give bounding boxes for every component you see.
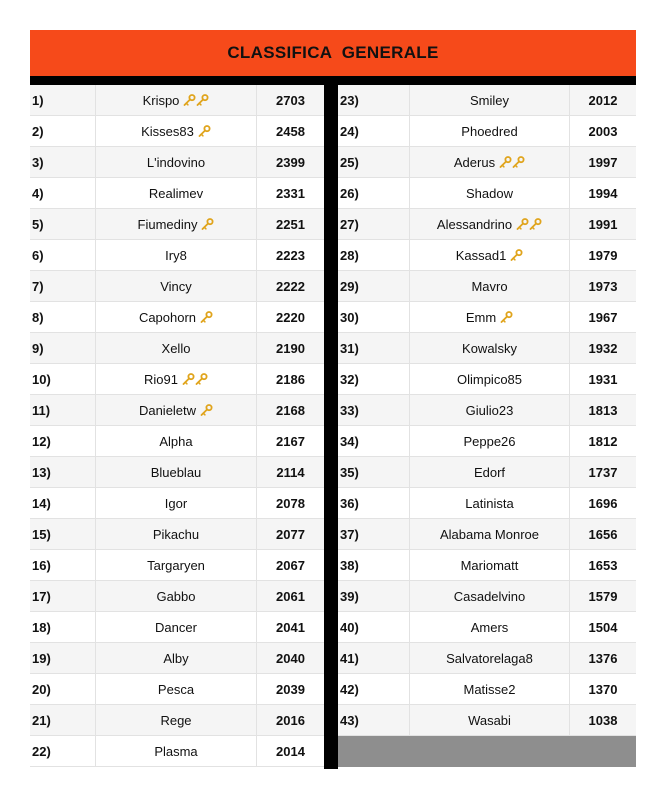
header-divider-bar xyxy=(30,76,636,85)
table-row xyxy=(30,116,324,147)
table-row xyxy=(338,85,636,116)
player-name: Gabbo xyxy=(156,588,196,604)
rank-cell: 18) xyxy=(30,612,96,642)
key-icon xyxy=(500,311,513,323)
player-name: L'indovino xyxy=(146,154,206,170)
score-cell: 2168 xyxy=(276,402,305,418)
player-name-cell xyxy=(410,302,570,332)
rank-cell: 7) xyxy=(30,271,96,301)
player-name-cell xyxy=(96,364,257,394)
rank-cell: 5) xyxy=(30,209,96,239)
player-name: Aderus xyxy=(453,154,496,170)
player-name: Peppe26 xyxy=(463,433,516,449)
player-name-cell xyxy=(410,395,570,425)
score-cell: 2251 xyxy=(276,216,305,232)
key-badges xyxy=(500,311,513,323)
rank-cell: 19) xyxy=(30,643,96,673)
player-name: Dancer xyxy=(155,619,197,635)
rank-cell: 29) xyxy=(338,271,410,301)
player-name: Igor xyxy=(164,495,188,511)
table-row xyxy=(30,426,324,457)
empty-filler-cell xyxy=(338,736,636,767)
rank-cell: 31) xyxy=(338,333,410,363)
leaderboard-header xyxy=(30,30,636,76)
score-cell: 2003 xyxy=(588,123,618,139)
key-icon xyxy=(198,125,211,137)
table-row xyxy=(30,519,324,550)
key-badges xyxy=(200,311,213,323)
player-name: Wasabi xyxy=(468,712,511,728)
rank-cell: 33) xyxy=(338,395,410,425)
score-cell: 2223 xyxy=(276,247,305,263)
score-cell: 2190 xyxy=(276,340,305,356)
score-cell: 2222 xyxy=(276,278,305,294)
score-cell: 2114 xyxy=(276,464,305,480)
key-badges xyxy=(198,125,211,137)
player-name-cell xyxy=(96,643,257,673)
player-name: Blueblau xyxy=(150,464,202,480)
table-row xyxy=(338,457,636,488)
table-row xyxy=(338,302,636,333)
player-name-cell xyxy=(96,240,257,270)
score-cell: 1931 xyxy=(588,371,618,387)
table-row xyxy=(338,271,636,302)
player-name-cell xyxy=(410,85,570,115)
table-row xyxy=(338,240,636,271)
player-name: Edorf xyxy=(473,464,506,480)
score-cell: 2041 xyxy=(276,619,305,635)
player-name-cell xyxy=(410,674,570,704)
player-name: Alby xyxy=(163,650,189,666)
table-row xyxy=(338,147,636,178)
score-cell: 1979 xyxy=(588,247,618,263)
score-cell: 1932 xyxy=(588,340,618,356)
key-icon xyxy=(200,404,213,416)
table-row xyxy=(338,116,636,147)
player-name-cell xyxy=(410,581,570,611)
table-row xyxy=(30,705,324,736)
rank-cell: 21) xyxy=(30,705,96,735)
table-row xyxy=(338,612,636,643)
table-row xyxy=(30,271,324,302)
score-cell: 2061 xyxy=(276,588,305,604)
rank-cell: 8) xyxy=(30,302,96,332)
rank-cell: 10) xyxy=(30,364,96,394)
key-icon xyxy=(182,373,195,385)
player-name: Alpha xyxy=(159,433,193,449)
key-icon xyxy=(529,218,542,230)
table-row xyxy=(30,488,324,519)
rank-cell: 4) xyxy=(30,178,96,208)
score-cell: 1991 xyxy=(588,216,618,232)
table-row xyxy=(30,209,324,240)
player-name-cell xyxy=(96,426,257,456)
player-name-cell xyxy=(410,240,570,270)
score-cell: 1994 xyxy=(588,185,618,201)
score-cell: 2186 xyxy=(276,371,305,387)
player-name: Olimpico85 xyxy=(456,371,523,387)
player-name-cell xyxy=(410,550,570,580)
rank-cell: 11) xyxy=(30,395,96,425)
rank-cell: 28) xyxy=(338,240,410,270)
score-cell: 2331 xyxy=(276,185,305,201)
player-name: Kassad1 xyxy=(455,247,507,263)
score-cell: 2167 xyxy=(276,433,305,449)
rank-cell: 37) xyxy=(338,519,410,549)
rank-cell: 17) xyxy=(30,581,96,611)
player-name: Capohorn xyxy=(138,309,197,325)
rank-cell: 14) xyxy=(30,488,96,518)
page-title: CLASSIFICA GENERALE xyxy=(227,43,439,62)
player-name: Rio91 xyxy=(144,371,178,387)
rank-cell: 6) xyxy=(30,240,96,270)
table-row xyxy=(338,643,636,674)
table-row xyxy=(30,550,324,581)
score-cell: 2016 xyxy=(276,712,305,728)
table-row xyxy=(30,333,324,364)
player-name: Alessandrino xyxy=(436,216,513,232)
table-row xyxy=(30,395,324,426)
player-name-cell xyxy=(410,178,570,208)
player-name: Fiumediny xyxy=(137,216,198,232)
player-name-cell xyxy=(96,178,257,208)
score-cell: 1997 xyxy=(588,154,618,170)
score-cell: 1376 xyxy=(588,650,618,666)
key-icon xyxy=(183,94,196,106)
table-row xyxy=(338,550,636,581)
rank-cell: 30) xyxy=(338,302,410,332)
player-name: Emm xyxy=(465,309,497,325)
player-name: Amers xyxy=(470,619,509,635)
player-name-cell xyxy=(410,612,570,642)
player-name-cell xyxy=(96,116,257,146)
score-cell: 2012 xyxy=(588,92,618,108)
rank-cell: 24) xyxy=(338,116,410,146)
table-row xyxy=(30,581,324,612)
player-name-cell xyxy=(96,147,257,177)
score-cell: 2458 xyxy=(276,123,305,139)
score-cell: 1813 xyxy=(588,402,618,418)
player-name-cell xyxy=(96,612,257,642)
table-row xyxy=(338,209,636,240)
key-icon xyxy=(195,373,208,385)
player-name-cell xyxy=(410,147,570,177)
rank-cell: 15) xyxy=(30,519,96,549)
key-badges xyxy=(183,94,209,106)
rank-cell: 43) xyxy=(338,705,410,735)
player-name-cell xyxy=(96,333,257,363)
player-name-cell xyxy=(410,333,570,363)
player-name-cell xyxy=(96,581,257,611)
rank-cell: 13) xyxy=(30,457,96,487)
score-cell: 1504 xyxy=(588,619,618,635)
player-name-cell xyxy=(96,519,257,549)
player-name-cell xyxy=(96,395,257,425)
rank-cell: 39) xyxy=(338,581,410,611)
rank-cell: 25) xyxy=(338,147,410,177)
player-name: Mavro xyxy=(471,278,508,294)
rank-cell: 38) xyxy=(338,550,410,580)
score-cell: 2014 xyxy=(276,743,305,759)
player-name: Latinista xyxy=(465,495,514,511)
rank-cell: 22) xyxy=(30,736,96,766)
score-cell: 2040 xyxy=(276,650,305,666)
rank-cell: 12) xyxy=(30,426,96,456)
score-cell: 2220 xyxy=(276,309,305,325)
player-name: Matisse2 xyxy=(463,681,516,697)
player-name-cell xyxy=(96,705,257,735)
score-cell: 1038 xyxy=(588,712,618,728)
rank-cell: 26) xyxy=(338,178,410,208)
table-row xyxy=(338,364,636,395)
score-cell: 1653 xyxy=(588,557,618,573)
table-row xyxy=(30,85,324,116)
player-name: Mariomatt xyxy=(460,557,519,573)
table-row xyxy=(338,395,636,426)
player-name: Pikachu xyxy=(152,526,200,542)
rank-cell: 27) xyxy=(338,209,410,239)
player-name: Vincy xyxy=(160,278,192,294)
table-row xyxy=(30,147,324,178)
player-name: Giulio23 xyxy=(465,402,514,418)
player-name: Targaryen xyxy=(147,557,205,573)
rank-cell: 9) xyxy=(30,333,96,363)
table-row xyxy=(338,674,636,705)
score-cell: 2703 xyxy=(276,92,305,108)
rank-cell: 32) xyxy=(338,364,410,394)
player-name-cell xyxy=(410,271,570,301)
leaderboard-left-column xyxy=(30,85,324,767)
score-cell: 2078 xyxy=(276,495,305,511)
key-badges xyxy=(182,373,208,385)
leaderboard-right-column xyxy=(338,85,636,767)
score-cell: 2399 xyxy=(276,154,305,170)
player-name-cell xyxy=(96,85,257,115)
table-row xyxy=(338,705,636,736)
player-name-cell xyxy=(410,519,570,549)
player-name: Danieletw xyxy=(138,402,197,418)
rank-cell: 35) xyxy=(338,457,410,487)
player-name: Realimev xyxy=(148,185,204,201)
table-row xyxy=(30,364,324,395)
key-badges xyxy=(510,249,523,261)
player-name: Alabama Monroe xyxy=(440,526,539,542)
table-row xyxy=(338,519,636,550)
table-row xyxy=(30,178,324,209)
player-name-cell xyxy=(410,209,570,239)
player-name: Shadow xyxy=(466,185,513,201)
key-badges xyxy=(499,156,525,168)
player-name: Iry8 xyxy=(165,247,187,263)
player-name-cell xyxy=(96,457,257,487)
player-name-cell xyxy=(410,116,570,146)
player-name: Kisses83 xyxy=(141,123,194,139)
player-name-cell xyxy=(410,426,570,456)
table-row xyxy=(30,674,324,705)
player-name: Krispo xyxy=(142,92,180,108)
key-icon xyxy=(200,311,213,323)
player-name: Smiley xyxy=(469,92,509,108)
table-row xyxy=(30,240,324,271)
score-cell: 1656 xyxy=(588,526,618,542)
player-name-cell xyxy=(96,271,257,301)
score-cell: 2039 xyxy=(276,681,305,697)
table-row xyxy=(338,426,636,457)
player-name: Xello xyxy=(161,340,191,356)
table-row xyxy=(30,302,324,333)
player-name-cell xyxy=(96,550,257,580)
score-cell: 1696 xyxy=(588,495,618,511)
player-name-cell xyxy=(96,209,257,239)
rank-cell: 40) xyxy=(338,612,410,642)
table-row xyxy=(338,333,636,364)
score-cell: 1967 xyxy=(588,309,618,325)
score-cell: 1973 xyxy=(588,278,618,294)
player-name-cell xyxy=(96,736,257,766)
table-row xyxy=(30,736,324,767)
player-name-cell xyxy=(410,457,570,487)
table-row xyxy=(338,488,636,519)
score-cell: 1737 xyxy=(588,464,618,480)
player-name-cell xyxy=(96,674,257,704)
player-name-cell xyxy=(410,364,570,394)
rank-cell: 16) xyxy=(30,550,96,580)
player-name: Salvatorelaga8 xyxy=(446,650,533,666)
score-cell: 1370 xyxy=(588,681,618,697)
column-divider xyxy=(324,85,338,769)
player-name: Kowalsky xyxy=(462,340,517,356)
player-name: Plasma xyxy=(154,743,198,759)
rank-cell: 3) xyxy=(30,147,96,177)
player-name-cell xyxy=(410,643,570,673)
player-name-cell xyxy=(410,705,570,735)
player-name: Casadelvino xyxy=(453,588,526,604)
rank-cell: 36) xyxy=(338,488,410,518)
table-row xyxy=(30,643,324,674)
rank-cell: 2) xyxy=(30,116,96,146)
key-icon xyxy=(510,249,523,261)
table-row xyxy=(30,457,324,488)
rank-cell: 1) xyxy=(30,85,96,115)
table-row xyxy=(30,612,324,643)
key-icon xyxy=(516,218,529,230)
key-badges xyxy=(516,218,542,230)
player-name: Rege xyxy=(160,712,192,728)
score-cell: 2077 xyxy=(276,526,305,542)
rank-cell: 41) xyxy=(338,643,410,673)
rank-cell: 42) xyxy=(338,674,410,704)
rank-cell: 20) xyxy=(30,674,96,704)
player-name-cell xyxy=(410,488,570,518)
key-badges xyxy=(201,218,214,230)
player-name: Pesca xyxy=(157,681,195,697)
key-icon xyxy=(201,218,214,230)
score-cell: 2067 xyxy=(276,557,305,573)
score-cell: 1579 xyxy=(588,588,618,604)
rank-cell: 34) xyxy=(338,426,410,456)
key-icon xyxy=(512,156,525,168)
table-row xyxy=(338,178,636,209)
player-name-cell xyxy=(96,302,257,332)
player-name: Phoedred xyxy=(461,123,518,139)
key-icon xyxy=(196,94,209,106)
table-row xyxy=(338,581,636,612)
rank-cell: 23) xyxy=(338,85,410,115)
score-cell: 1812 xyxy=(588,433,618,449)
key-badges xyxy=(200,404,213,416)
player-name-cell xyxy=(96,488,257,518)
key-icon xyxy=(499,156,512,168)
